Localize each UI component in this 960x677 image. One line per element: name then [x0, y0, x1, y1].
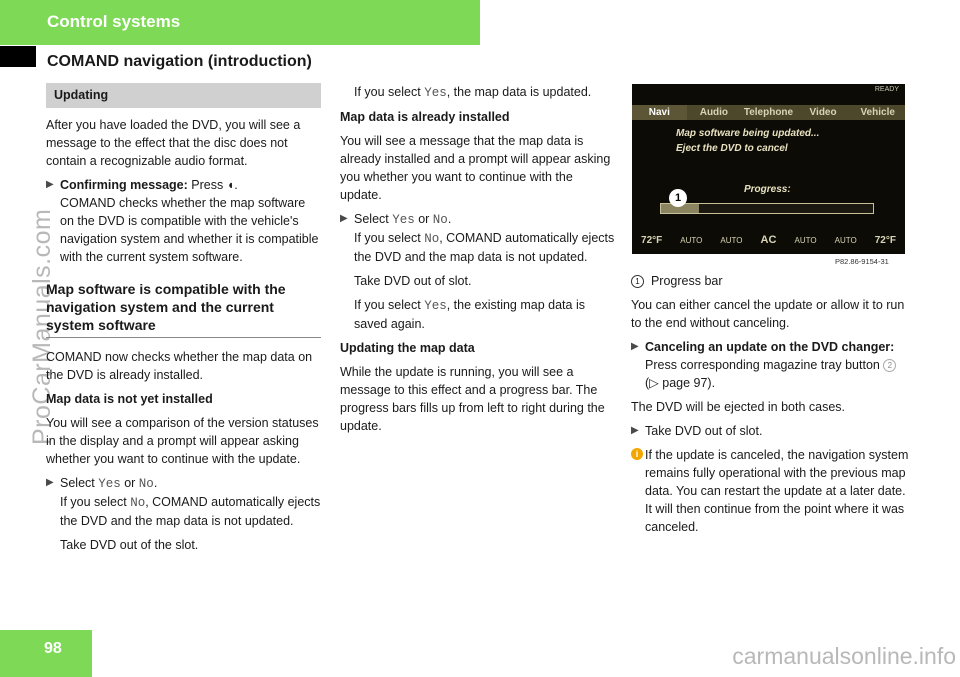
paragraph: You will see a message that the map data is already installed and a prompt will appear asking you whether you want to continue with the update. [340, 134, 611, 202]
tab-telephone: Telephone [743, 107, 794, 118]
arrow-icon: ▶ [46, 179, 54, 190]
climate-bar [632, 231, 905, 249]
auto-fan-label: AUTO [794, 235, 817, 245]
column-2 [340, 83, 615, 441]
tab-video: Video [809, 107, 837, 118]
bullet-take-out: ▶ Take DVD out of slot. [631, 424, 763, 438]
bullet-confirm: ▶ Confirming message: Press ◖. COMAND checks whether the map software on the DVD is compatible with the vehicle's navigation system and whether it is compatible with the current system software. [46, 178, 319, 264]
temp-right: 72°F [874, 234, 896, 246]
paragraph: If you select Yes, the map data is updated. [354, 85, 592, 100]
section-marker [0, 46, 36, 67]
status-indicator: READY [874, 86, 899, 93]
auto-fan-label: AUTO [720, 235, 743, 245]
progress-label: Progress: [744, 184, 791, 195]
comand-display [632, 84, 905, 254]
auto-label: AUTO [834, 235, 857, 245]
arrow-icon: ▶ [631, 341, 639, 352]
temp-left: 72°F [641, 234, 663, 246]
progress-bar [660, 203, 874, 214]
column-3 [631, 272, 909, 542]
tab-navi: Navi [632, 105, 687, 120]
paragraph: You will see a comparison of the version statuses in the display and a prompt will appear asking whether you want to continue with the update. [46, 416, 319, 466]
installed-heading: Map data is already installed [340, 110, 510, 124]
info-note: i If the update is canceled, the navigation system remains fully operational with the previous map data. You can restart the update at a later date. It will then continue from the point where it was canceled. [631, 446, 909, 536]
display-tab-bar [632, 105, 905, 120]
page-number: 98 [44, 640, 62, 657]
arrow-icon: ▶ [46, 477, 54, 488]
tab-audio: Audio [699, 107, 729, 118]
paragraph: Take DVD out of slot. [354, 274, 472, 288]
ac-label: AC [760, 234, 777, 246]
side-watermark: ProCarManuals.com [28, 208, 56, 445]
column-1 [46, 83, 321, 560]
arrow-icon: ▶ [340, 213, 348, 224]
figure-code: P82.86-9154-31 [835, 257, 889, 266]
legend-number: 1 [631, 275, 644, 288]
footer-watermark: carmanualsonline.info [732, 643, 956, 669]
arrow-icon: ▶ [631, 425, 639, 436]
update-message: Map software being updated... [676, 128, 820, 139]
paragraph: Take DVD out of the slot. [60, 538, 199, 552]
updating-heading: Updating [46, 83, 321, 108]
compatible-heading: Map software is compatible with the navigation system and the current system software [46, 280, 321, 338]
bullet-select: ▶ Select Yes or No. If you select No, COMAND automatically ejects the DVD and the map data is not updated. [340, 212, 615, 264]
paragraph: After you have loaded the DVD, you will see a message to the effect that the disc does not contain a recognizable audio format. [46, 118, 301, 168]
paragraph: The DVD will be ejected in both cases. [631, 400, 845, 414]
chapter-title: Control systems [47, 12, 181, 31]
tab-vehicle: Vehicle [860, 107, 895, 118]
paragraph: If you select Yes, the existing map data is saved again. [354, 298, 585, 331]
callout-marker: 1 [669, 189, 687, 207]
tray-number: 2 [883, 359, 896, 372]
dial-icon: ◖ [226, 178, 235, 192]
not-installed-heading: Map data is not yet installed [46, 392, 213, 406]
bullet-cancel: ▶ Canceling an update on the DVD changer: Press corresponding magazine tray button 2 (▷ page 97). [631, 340, 895, 390]
info-icon: i [631, 448, 643, 460]
paragraph: COMAND now checks whether the map data on the DVD is already installed. [46, 350, 313, 382]
eject-message: Eject the DVD to cancel [676, 143, 788, 154]
paragraph: You can either cancel the update or allow it to run to the end without canceling. [631, 298, 905, 330]
updating-map-heading: Updating the map data [340, 341, 475, 355]
bullet-select: ▶ Select Yes or No. If you select No, COMAND automatically ejects the DVD and the map data is not updated. [46, 476, 321, 528]
legend: 1 Progress bar [631, 272, 909, 290]
paragraph: While the update is running, you will see a message to this effect and a progress bar. The progress bars fills up from left to right during the update. [340, 365, 605, 433]
auto-label: AUTO [680, 235, 703, 245]
section-title: COMAND navigation (introduction) [47, 53, 312, 70]
